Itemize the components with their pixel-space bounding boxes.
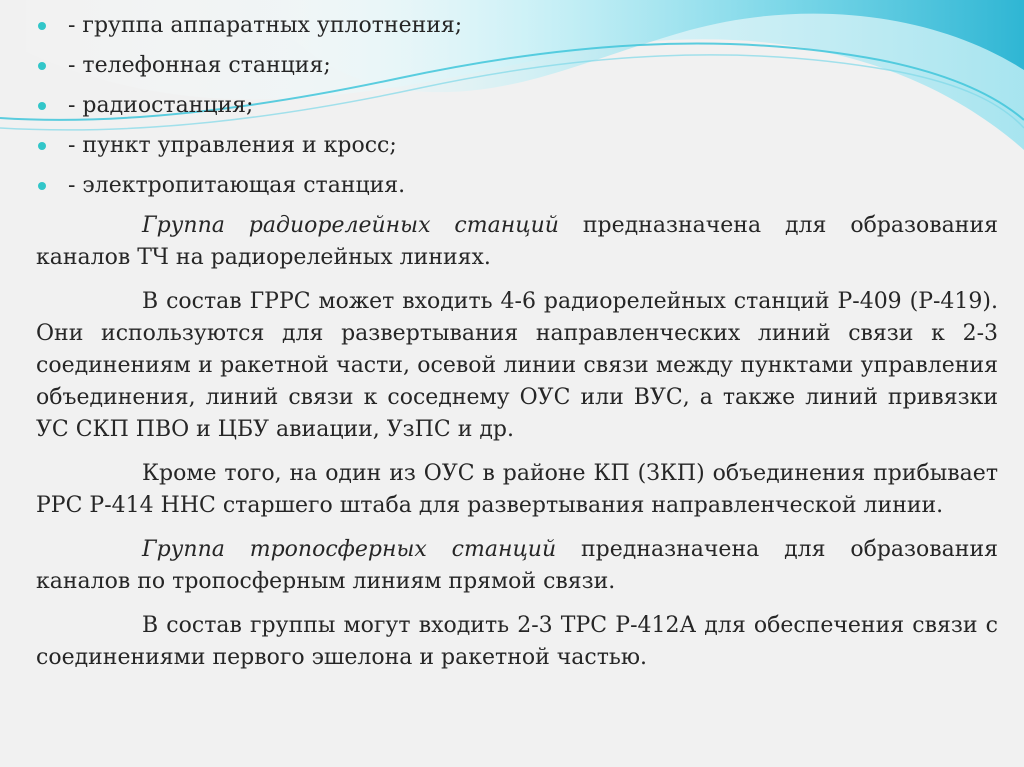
paragraph-trs-composition [36,610,998,674]
paragraph-text: предназначена для образования каналов ТЧ на радиорелейных линиях. [36,213,998,270]
bullet-dot-icon [38,182,46,190]
bullet-text: - электропитающая станция. [68,173,406,198]
bullet-item [36,166,996,206]
bullet-text: - телефонная станция; [68,53,331,78]
paragraph-rrs-arrival [36,458,998,522]
paragraph-italic-term: Группа тропосферных станций [142,537,557,562]
bullet-item [36,86,996,126]
bullet-item [36,6,996,46]
bullet-text: - пункт управления и кросс; [68,133,397,158]
paragraph-tropospheric-group [36,534,998,598]
paragraph-italic-term: Группа радиорелейных станций [142,213,559,238]
bullet-dot-icon [38,142,46,150]
body-text [36,210,998,686]
bullet-item [36,46,996,86]
bullet-dot-icon [38,102,46,110]
paragraph-grrs-composition [36,286,998,446]
paragraph-radio-relay-group [36,210,998,274]
bullet-item [36,126,996,166]
paragraph-text: В состав группы могут входить 2-3 ТРС Р-412А для обеспечения связи с соединениями первого эшелона и ракетной частью. [36,613,998,670]
bullet-text: - радиостанция; [68,93,254,118]
bullet-dot-icon [38,22,46,30]
paragraph-text: предназначена для образования каналов по тропосферным линиям прямой связи. [36,537,998,594]
paragraph-text: Кроме того, на один из ОУС в районе КП (ЗКП) объединения прибывает РРС Р-414 ННС старшего штаба для развертывания направленческой линии. [36,461,998,518]
bullet-dot-icon [38,62,46,70]
bullet-list [36,6,996,206]
paragraph-text: В состав ГРРС может входить 4-6 радиорелейных станций Р-409 (Р-419). Они используются для развертывания направленческих линий связи к 2-3 соединениям и ракетной части, осевой линии связи между пунктами управления объединения, линий связи к соседнему ОУС или ВУС, а также линий привязки УС СКП ПВО и ЦБУ авиации, УзПС и др. [36,289,998,442]
bullet-text: - группа аппаратных уплотнения; [68,13,463,38]
